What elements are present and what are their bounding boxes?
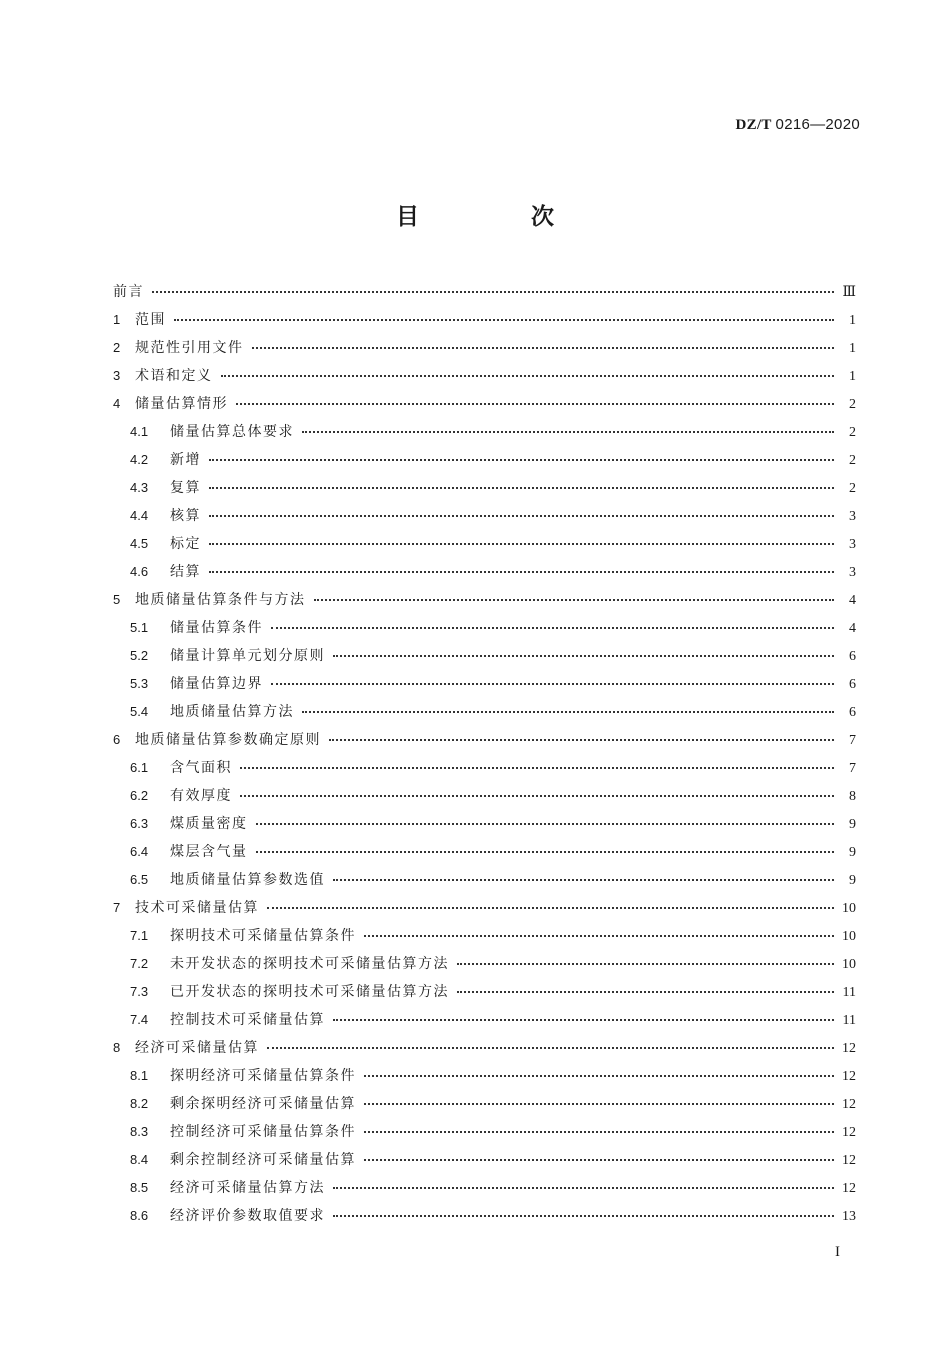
toc-section-number: 1: [113, 312, 121, 327]
toc-section-number: 7.2: [130, 956, 149, 971]
toc-section-number: 4.2: [130, 452, 149, 467]
toc-dot-leader: [364, 935, 834, 937]
toc-section-number: 8.5: [130, 1180, 149, 1195]
toc-page-number: 12: [842, 1041, 856, 1056]
toc-page-number: 6: [849, 705, 856, 720]
toc-dot-leader: [174, 319, 834, 321]
toc-entry[interactable]: [113, 757, 856, 785]
toc-page-number: 10: [842, 929, 856, 944]
toc-dot-leader: [364, 1103, 834, 1105]
toc-page-number: 2: [849, 425, 856, 440]
toc-page-number: 13: [842, 1209, 856, 1224]
toc-section-number: 5.1: [130, 620, 149, 635]
toc-section-number: 4.1: [130, 424, 149, 439]
toc-dot-leader: [333, 1215, 834, 1217]
toc-entry[interactable]: [113, 1037, 856, 1065]
toc-entry-title: 前言: [113, 284, 144, 300]
toc-dot-leader: [267, 907, 834, 909]
toc-entry[interactable]: [113, 1149, 856, 1177]
toc-entry[interactable]: [113, 281, 856, 309]
toc-entry[interactable]: [113, 505, 856, 533]
toc-dot-leader: [302, 431, 834, 433]
toc-page-number: 2: [849, 481, 856, 496]
toc-dot-leader: [209, 487, 834, 489]
toc-entry-title: 结算: [170, 564, 201, 580]
toc-entry-title: 控制经济可采储量估算条件: [170, 1124, 356, 1140]
toc-page-number: 7: [849, 761, 856, 776]
toc-entry[interactable]: [113, 533, 856, 561]
toc-section-number: 7: [113, 900, 121, 915]
toc-entry-title: 储量估算总体要求: [170, 424, 294, 440]
toc-entry-title: 煤质量密度: [170, 816, 248, 832]
toc-section-number: 2: [113, 340, 121, 355]
toc-page-number: 7: [849, 733, 856, 748]
page-title: 目 次: [395, 204, 606, 230]
toc-dot-leader: [209, 571, 834, 573]
toc-entry-title: 地质储量估算参数确定原则: [135, 732, 321, 748]
toc-dot-leader: [221, 375, 835, 377]
toc-page-number: 9: [849, 873, 856, 888]
toc-page-number: 10: [842, 901, 856, 916]
toc-dot-leader: [364, 1159, 834, 1161]
toc-entry[interactable]: [113, 393, 856, 421]
toc-page-number: 6: [849, 649, 856, 664]
toc-entry-title: 地质储量估算方法: [170, 704, 294, 720]
toc-entry-title: 未开发状态的探明技术可采储量估算方法: [170, 956, 449, 972]
toc-dot-leader: [364, 1075, 834, 1077]
toc-section-number: 7.1: [130, 928, 149, 943]
page-number: I: [835, 1244, 840, 1260]
toc-page-number: 1: [849, 313, 856, 328]
toc-page-number: 1: [849, 369, 856, 384]
toc-entry-title: 含气面积: [170, 760, 232, 776]
toc-entry[interactable]: [113, 1205, 856, 1233]
toc-entry-title: 经济可采储量估算方法: [170, 1180, 325, 1196]
toc-dot-leader: [271, 627, 834, 629]
toc-entry[interactable]: [113, 1177, 856, 1205]
toc-dot-leader: [364, 1131, 834, 1133]
toc-entry[interactable]: [113, 869, 856, 897]
toc-entry[interactable]: [113, 981, 856, 1009]
toc-entry-title: 标定: [170, 536, 201, 552]
toc-entry[interactable]: [113, 953, 856, 981]
toc-entry-title: 剩余控制经济可采储量估算: [170, 1152, 356, 1168]
toc-entry[interactable]: [113, 701, 856, 729]
toc-entry[interactable]: [113, 309, 856, 337]
toc-entry-title: 规范性引用文件: [135, 340, 244, 356]
toc-entry-title: 核算: [170, 508, 201, 524]
toc-section-number: 6.4: [130, 844, 149, 859]
standard-prefix: DZ/T: [735, 117, 772, 133]
toc-page-number: 4: [849, 593, 856, 608]
toc-section-number: 8.2: [130, 1096, 149, 1111]
toc-section-number: 6.5: [130, 872, 149, 887]
toc-dot-leader: [329, 739, 834, 741]
toc-entry[interactable]: [113, 1093, 856, 1121]
toc-entry-title: 储量估算情形: [135, 396, 228, 412]
toc-page-number: 9: [849, 817, 856, 832]
standard-number: 0216—2020: [775, 116, 860, 133]
toc-entry[interactable]: [113, 813, 856, 841]
toc-page-number: 3: [849, 509, 856, 524]
toc-entry-title: 控制技术可采储量估算: [170, 1012, 325, 1028]
toc-dot-leader: [209, 515, 834, 517]
toc-entry[interactable]: [113, 897, 856, 925]
toc-section-number: 5.3: [130, 676, 149, 691]
toc-entry-title: 新增: [170, 452, 201, 468]
toc-page-number: 8: [849, 789, 856, 804]
toc-entry-title: 探明技术可采储量估算条件: [170, 928, 356, 944]
toc-section-number: 6.3: [130, 816, 149, 831]
toc-page-number: 12: [842, 1097, 856, 1112]
toc-entry-title: 剩余探明经济可采储量估算: [170, 1096, 356, 1112]
toc-dot-leader: [333, 1019, 834, 1021]
toc-section-number: 3: [113, 368, 121, 383]
toc-page-number: 2: [849, 397, 856, 412]
toc-entry[interactable]: [113, 673, 856, 701]
toc-entry-title: 有效厚度: [170, 788, 232, 804]
toc-entry-title: 储量计算单元划分原则: [170, 648, 325, 664]
toc-page-number: 3: [849, 565, 856, 580]
toc-section-number: 4: [113, 396, 121, 411]
toc-section-number: 8.4: [130, 1152, 149, 1167]
toc-dot-leader: [256, 823, 835, 825]
toc-entry-title: 复算: [170, 480, 201, 496]
toc-entry[interactable]: [113, 645, 856, 673]
toc-entry-title: 技术可采储量估算: [135, 900, 259, 916]
toc-entry-title: 煤层含气量: [170, 844, 248, 860]
toc-section-number: 8: [113, 1040, 121, 1055]
toc-section-number: 4.3: [130, 480, 149, 495]
toc-dot-leader: [236, 403, 834, 405]
toc-section-number: 5: [113, 592, 121, 607]
toc-entry-title: 术语和定义: [135, 368, 213, 384]
toc-dot-leader: [152, 291, 834, 293]
toc-dot-leader: [271, 683, 834, 685]
standard-code: [736, 116, 860, 134]
toc-page-number: 12: [842, 1125, 856, 1140]
toc-section-number: 4.5: [130, 536, 149, 551]
toc-dot-leader: [314, 599, 835, 601]
toc-section-number: 7.4: [130, 1012, 149, 1027]
toc-dot-leader: [333, 655, 834, 657]
toc-dot-leader: [209, 543, 834, 545]
toc-entry-title: 经济评价参数取值要求: [170, 1208, 325, 1224]
toc-section-number: 7.3: [130, 984, 149, 999]
toc-entry[interactable]: [113, 365, 856, 393]
toc-entry[interactable]: [113, 925, 856, 953]
toc-entry-title: 储量估算条件: [170, 620, 263, 636]
toc-page-number: 12: [842, 1153, 856, 1168]
toc-page-number: 10: [842, 957, 856, 972]
toc-entry[interactable]: [113, 589, 856, 617]
toc-entry-title: 储量估算边界: [170, 676, 263, 692]
toc-section-number: 5.2: [130, 648, 149, 663]
toc-section-number: 8.6: [130, 1208, 149, 1223]
toc-section-number: 8.1: [130, 1068, 149, 1083]
toc-entry[interactable]: [113, 421, 856, 449]
toc-dot-leader: [302, 711, 834, 713]
table-of-contents: [113, 281, 856, 1233]
toc-entry[interactable]: [113, 841, 856, 869]
toc-entry-title: 范围: [135, 312, 166, 328]
toc-entry[interactable]: [113, 617, 856, 645]
toc-section-number: 8.3: [130, 1124, 149, 1139]
toc-page-number: Ⅲ: [842, 285, 856, 300]
toc-entry[interactable]: [113, 1121, 856, 1149]
toc-dot-leader: [267, 1047, 834, 1049]
toc-page-number: 12: [842, 1069, 856, 1084]
toc-entry-title: 已开发状态的探明技术可采储量估算方法: [170, 984, 449, 1000]
toc-section-number: 4.6: [130, 564, 149, 579]
toc-entry[interactable]: [113, 1065, 856, 1093]
toc-section-number: 6.2: [130, 788, 149, 803]
toc-entry[interactable]: [113, 785, 856, 813]
toc-page-number: 6: [849, 677, 856, 692]
toc-page-number: 4: [849, 621, 856, 636]
toc-entry[interactable]: [113, 1009, 856, 1037]
toc-dot-leader: [209, 459, 834, 461]
toc-entry-title: 经济可采储量估算: [135, 1040, 259, 1056]
toc-dot-leader: [457, 963, 834, 965]
toc-dot-leader: [252, 347, 835, 349]
toc-entry[interactable]: [113, 337, 856, 365]
toc-entry-title: 地质储量估算条件与方法: [135, 592, 306, 608]
toc-dot-leader: [240, 795, 834, 797]
toc-page-number: 1: [849, 341, 856, 356]
toc-dot-leader: [240, 767, 834, 769]
toc-entry-title: 地质储量估算参数选值: [170, 872, 325, 888]
toc-page-number: 9: [849, 845, 856, 860]
toc-section-number: 5.4: [130, 704, 149, 719]
toc-page-number: 12: [842, 1181, 856, 1196]
toc-dot-leader: [333, 1187, 834, 1189]
toc-section-number: 6: [113, 732, 121, 747]
toc-dot-leader: [457, 991, 834, 993]
toc-section-number: 4.4: [130, 508, 149, 523]
toc-entry[interactable]: [113, 729, 856, 757]
toc-dot-leader: [256, 851, 835, 853]
toc-entry[interactable]: [113, 449, 856, 477]
toc-entry-title: 探明经济可采储量估算条件: [170, 1068, 356, 1084]
toc-entry[interactable]: [113, 477, 856, 505]
toc-page-number: 11: [842, 1013, 856, 1028]
toc-dot-leader: [333, 879, 834, 881]
toc-entry[interactable]: [113, 561, 856, 589]
toc-section-number: 6.1: [130, 760, 149, 775]
toc-page-number: 3: [849, 537, 856, 552]
toc-page-number: 2: [849, 453, 856, 468]
toc-page-number: 11: [842, 985, 856, 1000]
